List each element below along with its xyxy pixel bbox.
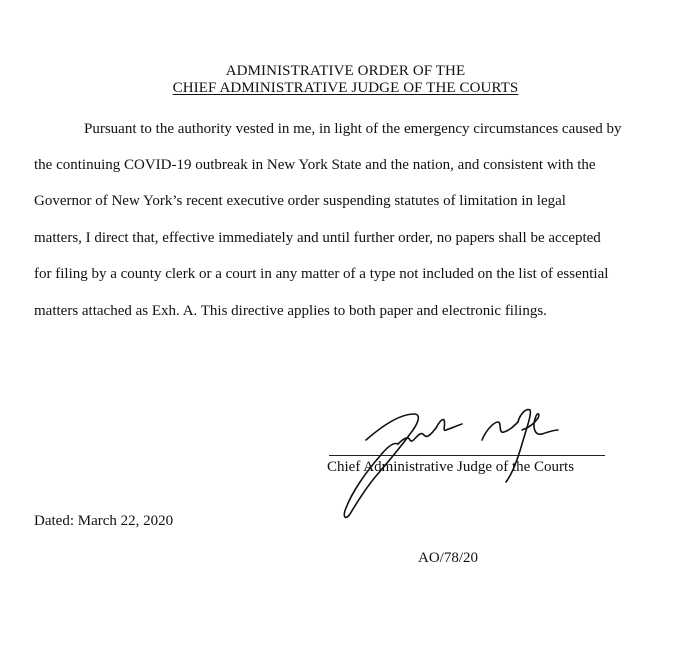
body-line-2: the continuing COVID-19 outbreak in New York State and the nation, and consistent with the bbox=[34, 157, 596, 173]
dated-line: Dated: March 22, 2020 bbox=[34, 513, 174, 529]
signatory-title: Chief Administrative Judge of the Courts bbox=[327, 459, 575, 475]
order-heading: ADMINISTRATIVE ORDER OF THE bbox=[225, 63, 466, 79]
order-subheading-text: CHIEF ADMINISTRATIVE JUDGE OF THE COURTS bbox=[172, 80, 519, 96]
body-line-1: Pursuant to the authority vested in me, in light of the emergency circumstances caused by bbox=[84, 121, 622, 137]
order-number: AO/78/20 bbox=[418, 550, 478, 566]
body-line-5: for filing by a county clerk or a court in any matter of a type not included on the list of essential bbox=[34, 266, 609, 282]
body-line-6: matters attached as Exh. A. This directive applies to both paper and electronic filings. bbox=[34, 303, 547, 319]
body-line-4: matters, I direct that, effective immediately and until further order, no papers shall be accepted bbox=[34, 230, 601, 246]
order-subheading bbox=[4, 80, 683, 97]
body-line-3: Governor of New York’s recent executive order suspending statutes of limitation in legal bbox=[34, 193, 566, 209]
